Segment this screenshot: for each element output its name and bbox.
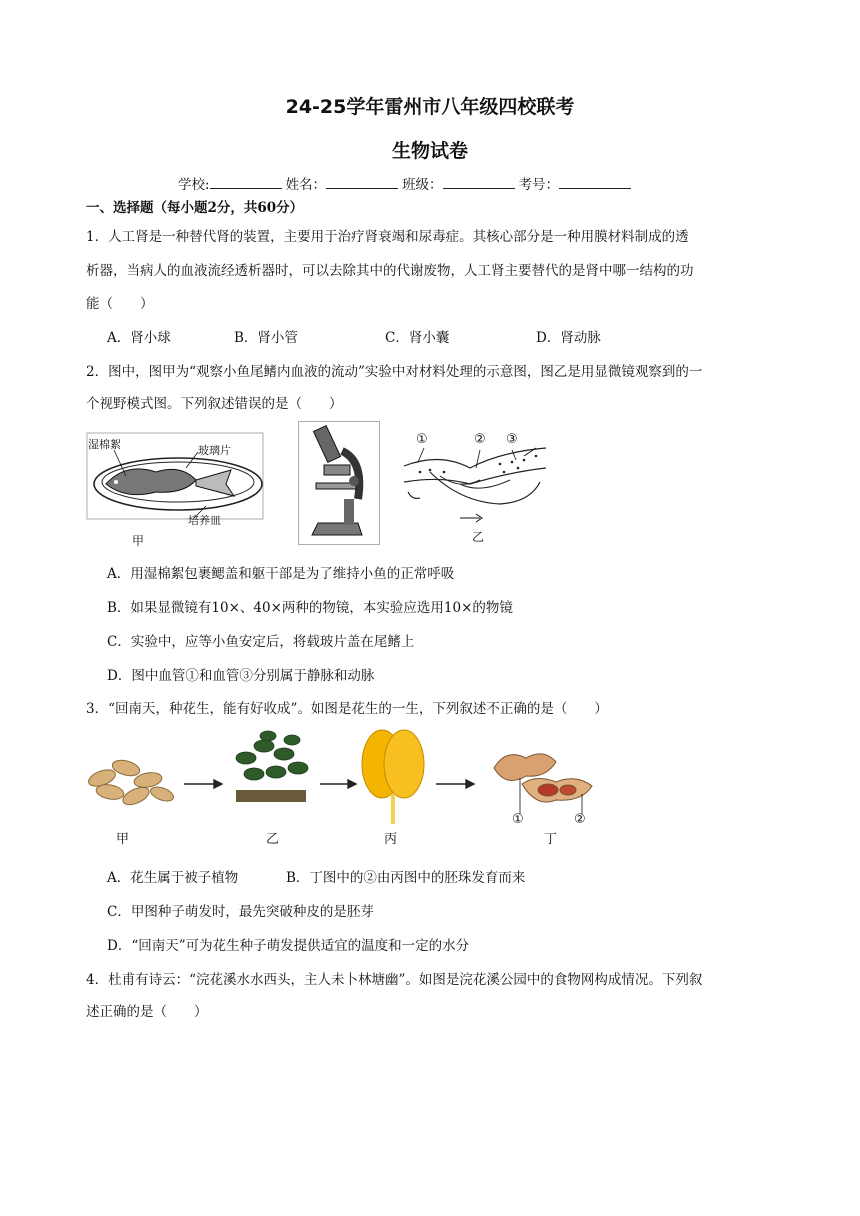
school-label: 学校:	[178, 177, 210, 193]
q2-option-d[interactable]: D．图中血管①和血管③分别属于静脉和动脉	[107, 668, 375, 684]
name-field[interactable]	[326, 174, 398, 189]
q1-option-c[interactable]: C．肾小囊	[385, 330, 450, 346]
q1-line1: 1．人工肾是一种替代肾的装置，主要用于治疗肾衰竭和尿毒症。其核心部分是一种用膜材料制成的透	[86, 229, 689, 245]
marker-3: ③	[506, 432, 518, 447]
q2-option-a[interactable]: A．用湿棉絮包裹鳃盖和躯干部是为了维持小鱼的正常呼吸	[107, 566, 455, 582]
q3-option-a[interactable]: A．花生属于被子植物	[107, 870, 239, 886]
school-field[interactable]	[210, 174, 282, 189]
label-ding-peanut: 丁	[544, 832, 558, 847]
q3-option-d[interactable]: D．“回南天”可为花生种子萌发提供适宜的温度和一定的水分	[107, 938, 470, 954]
marker-peanut-1: ①	[512, 812, 524, 827]
q1-option-b[interactable]: B．肾小管	[234, 330, 298, 346]
q2-line2: 个视野模式图。下列叙述错误的是（ ）	[86, 396, 343, 412]
label-yi-peanut: 乙	[266, 832, 280, 847]
q1-option-a[interactable]: A．肾小球	[107, 330, 171, 346]
name-label: 姓名：	[285, 177, 327, 193]
marker-peanut-2: ②	[574, 812, 586, 827]
label-bing-peanut: 丙	[384, 832, 398, 847]
label-jia: 甲	[132, 534, 145, 548]
marker-1: ①	[416, 432, 428, 447]
q3-option-c[interactable]: C．甲图种子萌发时，最先突破种皮的是胚芽	[107, 904, 374, 920]
exam-subtitle: 生物试卷	[391, 140, 468, 162]
q2-option-c[interactable]: C．实验中，应等小鱼安定后，将载玻片盖在尾鳍上	[107, 634, 415, 650]
label-dish: 培养皿	[188, 514, 221, 527]
class-label: 班级：	[402, 177, 443, 193]
figure-blood-vessels	[400, 432, 550, 544]
figure-microscope	[298, 421, 380, 545]
exam-no-label: 考号：	[518, 177, 560, 193]
q4-line1: 4．杜甫有诗云：“浣花溪水水西头，主人未卜林塘幽”。如图是浣花溪公园中的食物网构成情况。下列叙	[86, 972, 703, 988]
figure-peanut-lifecycle	[86, 728, 606, 852]
marker-2: ②	[474, 432, 486, 447]
section-heading: 一、选择题（每小题2分，共60分）	[86, 200, 304, 216]
q3-option-b[interactable]: B．丁图中的②由丙图中的胚珠发育而来	[286, 870, 526, 886]
q4-line2: 述正确的是（ ）	[86, 1004, 208, 1020]
figure-fish-dish	[86, 432, 264, 548]
label-yi: 乙	[472, 530, 485, 544]
q1-option-d[interactable]: D．肾动脉	[536, 330, 601, 346]
label-cotton: 湿棉絮	[88, 438, 121, 451]
q3-line1: 3．“回南天，种花生，能有好收成”。如图是花生的一生，下列叙述不正确的是（ ）	[86, 701, 608, 717]
q1-line2: 析器，当病人的血液流经透析器时，可以去除其中的代谢废物，人工肾主要替代的是肾中哪一结构的功	[86, 263, 694, 279]
student-info-row	[178, 173, 635, 193]
class-field[interactable]	[443, 174, 515, 189]
label-glass: 玻璃片	[198, 444, 231, 457]
q2-option-b[interactable]: B．如果显微镜有10×、40×两种的物镜，本实验应选用10×的物镜	[107, 600, 513, 616]
q2-line1: 2．图中，图甲为“观察小鱼尾鳍内血液的流动”实验中对材料处理的示意图，图乙是用显微镜观察到的一	[86, 364, 703, 380]
exam-no-field[interactable]	[559, 174, 631, 189]
exam-title: 24-25学年雷州市八年级四校联考	[285, 96, 575, 118]
label-jia-peanut: 甲	[116, 832, 130, 847]
q1-line3: 能（ ）	[86, 296, 154, 312]
